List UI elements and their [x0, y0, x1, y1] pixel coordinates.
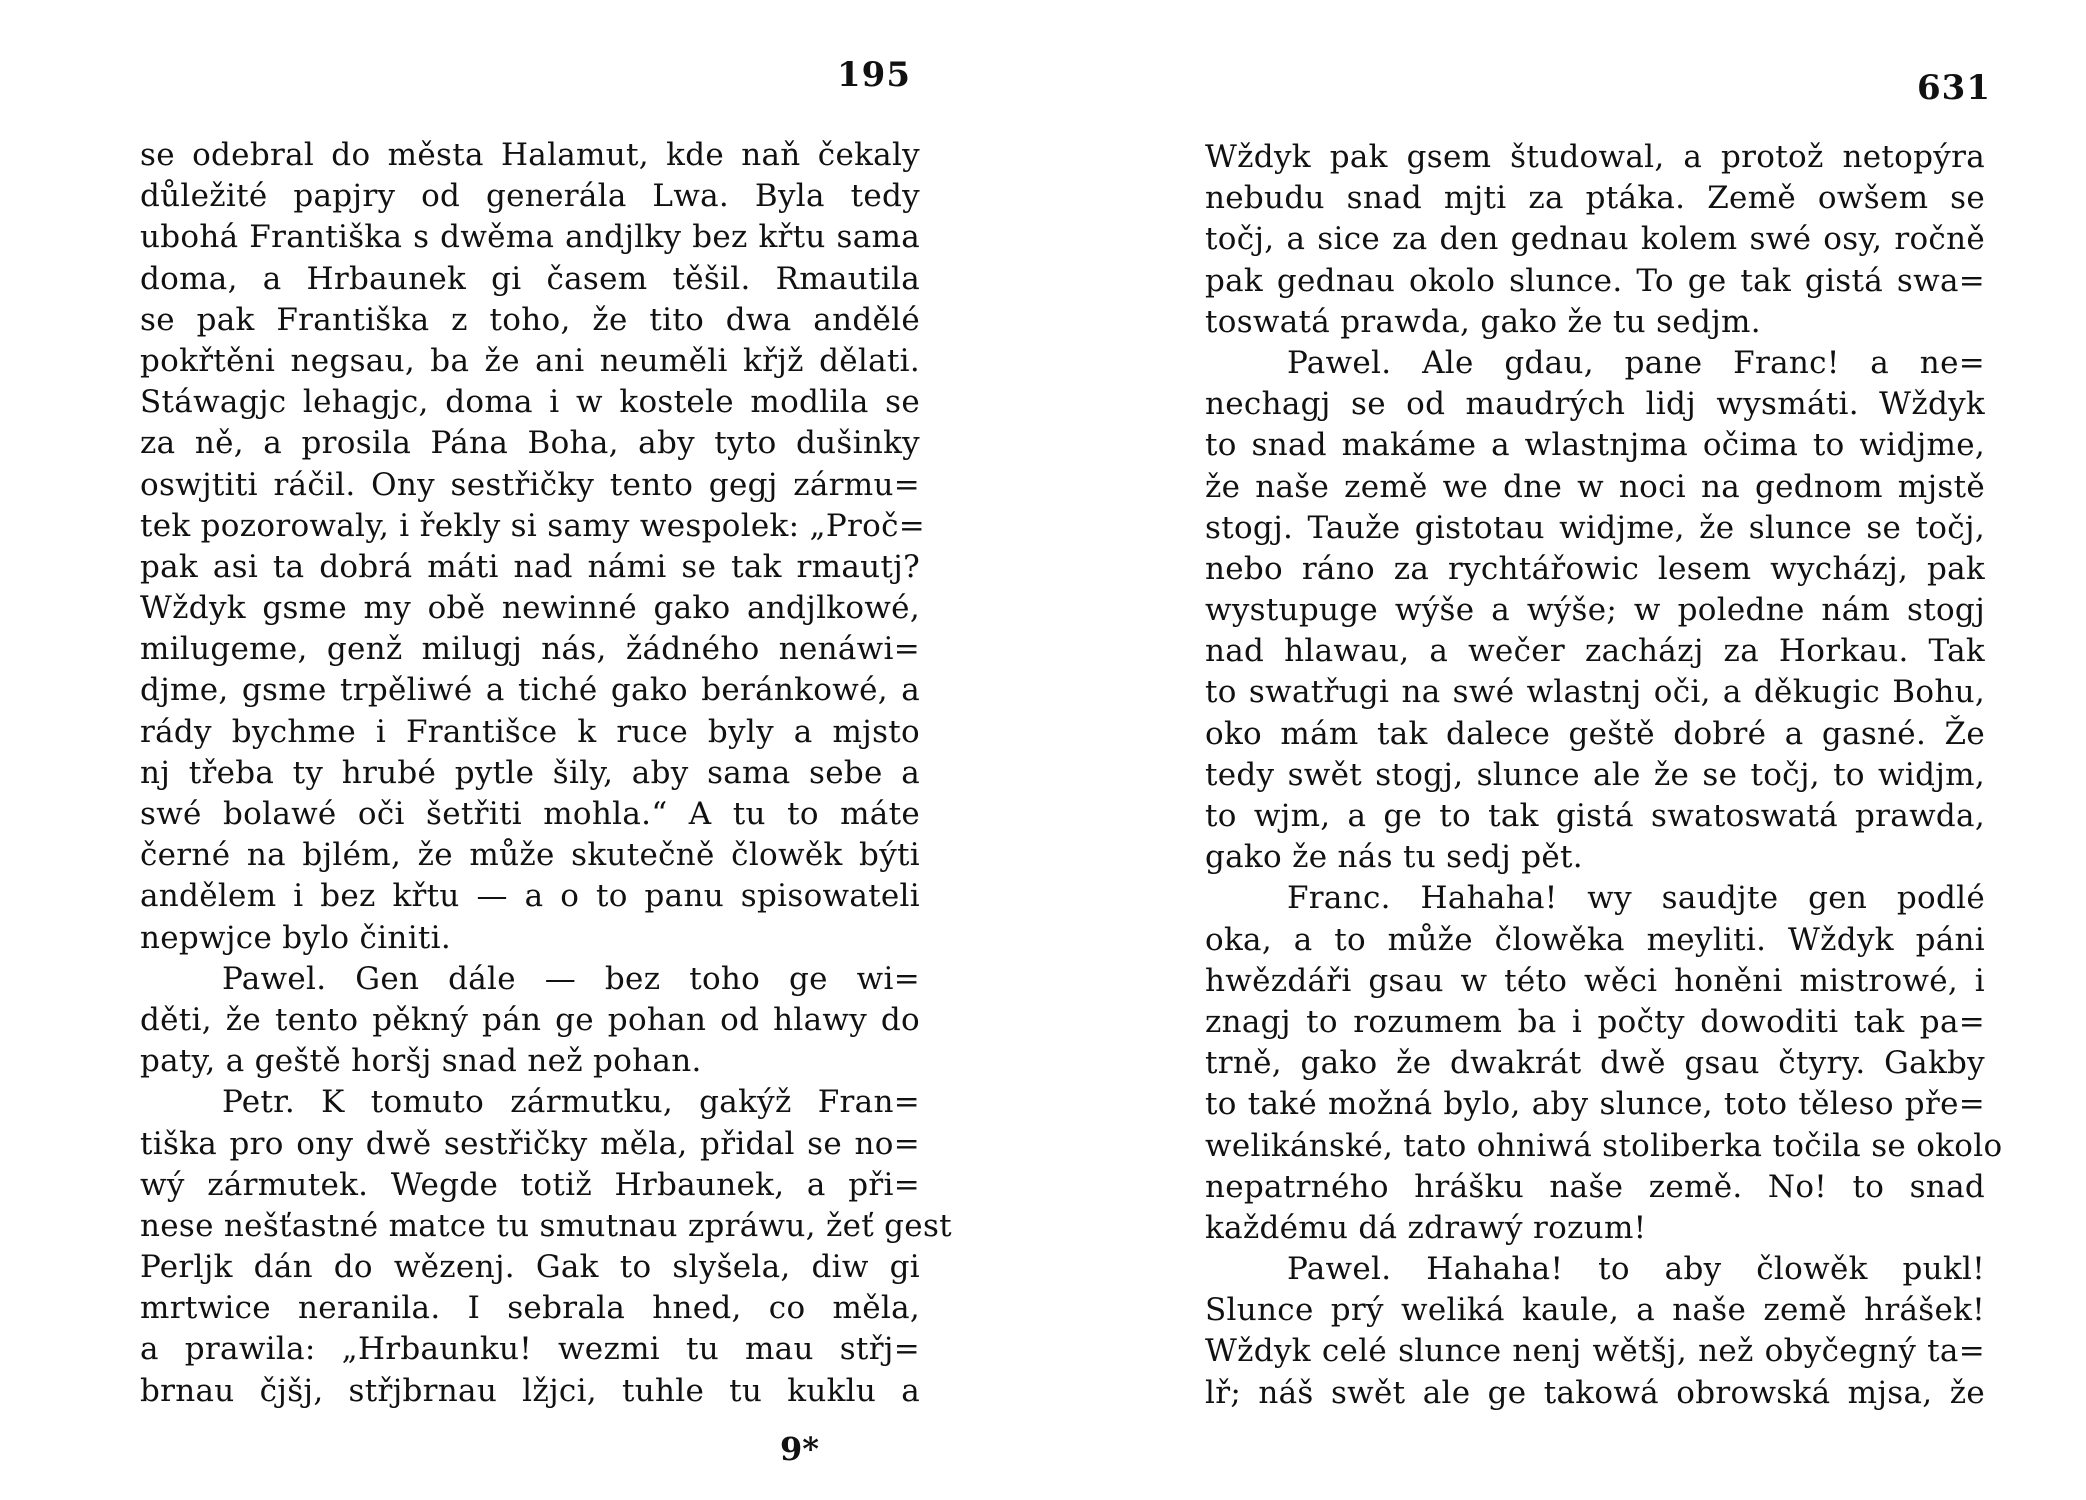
text-line: lř; náš swět ale ge takowá obrowská mjsa, že	[1205, 1374, 1985, 1411]
text-line: oka, a to může člowěka meyliti. Wždyk páni	[1205, 921, 1985, 958]
page-number: 631	[1917, 68, 1991, 108]
text-line: gako že nás tu sedj pět.	[1205, 839, 1583, 876]
text-line: Perljk dán do wězenj. Gak to slyšela, diw gi	[140, 1249, 920, 1286]
text-line: oko mám tak dalece geště dobré a gasné. Že	[1205, 715, 1985, 752]
page-text	[1205, 137, 2003, 1414]
text-line: každému dá zdrawý rozum!	[1205, 1209, 1647, 1246]
text-line: točj, a sice za den gednau kolem swé osy, ročně	[1205, 221, 1985, 258]
text-line: welikánské, tato ohniwá stoliberka točila se okolo	[1205, 1127, 2003, 1164]
text-line: tedy swět stogj, slunce ale že se točj, to widjm,	[1205, 756, 1985, 793]
text-line: tiška pro ony dwě sestřičky měla, přidal se no=	[140, 1125, 920, 1162]
text-line: Pawel. Gen dále — bez toho ge wi=	[222, 960, 920, 997]
text-line: nese nešťastné matce tu smutnau zpráwu, žeť gest	[140, 1207, 952, 1244]
text-line: to wjm, a ge to tak gistá swatoswatá prawda,	[1205, 798, 1985, 834]
text-line: za ně, a prosila Pána Boha, aby tyto dušinky	[140, 425, 920, 462]
text-line: nepatrného hrášku naše země. No! to snad	[1205, 1168, 1985, 1205]
text-line: tek pozorowaly, i řekly si samy wespolek: „Proč=	[140, 507, 926, 544]
text-line: Pawel. Hahaha! to aby člowěk pukl!	[1287, 1251, 1985, 1288]
text-line: ubohá Františka s dwěma andjlky bez křtu sama	[140, 219, 920, 256]
text-line: doma, a Hrbaunek gi časem těšil. Rmautila	[140, 260, 920, 297]
page-text	[140, 135, 952, 1412]
text-line: trně, gako že dwakrát dwě gsau čtyry. Gakby	[1205, 1045, 1985, 1082]
text-line: Slunce prý weliká kaule, a naše země hrášek!	[1205, 1292, 1985, 1329]
text-line: toswatá prawda, gako že tu sedjm.	[1205, 303, 1761, 340]
text-line: oswjtiti ráčil. Ony sestřičky tento gegj zármu=	[140, 466, 920, 503]
text-line: pak gednau okolo slunce. To ge tak gistá swa=	[1205, 262, 1985, 299]
text-line: swé bolawé oči šetřiti mohla.“ A tu to máte	[140, 796, 920, 832]
text-line: milugeme, genž milugj nás, žádného nenáwi=	[140, 631, 920, 668]
text-line: Franc. Hahaha! wy saudjte gen podlé	[1287, 880, 1985, 917]
text-line: nebo ráno za rychtářowic lesem wycházj, pak	[1205, 550, 1985, 587]
text-line: pokřtěni negsau, ba že ani neuměli křjž dělati.	[140, 342, 920, 379]
text-line: to také možná bylo, aby slunce, toto těleso pře=	[1205, 1086, 1985, 1123]
text-line: nepwjce bylo činiti.	[140, 919, 452, 956]
text-line: wý zármutek. Wegde totiž Hrbaunek, a při=	[140, 1166, 920, 1203]
text-line: znagj to rozumem ba i počty dowoditi tak pa=	[1205, 1003, 1985, 1040]
text-line: pak asi ta dobrá máti nad námi se tak rmautj?	[140, 548, 920, 585]
text-line: děti, že tento pěkný pán ge pohan od hlawy do	[140, 1001, 920, 1038]
text-line: Stáwagjc lehagjc, doma i w kostele modlila se	[140, 384, 920, 421]
text-line: stogj. Tauže gistotau widjme, že slunce se točj,	[1205, 509, 1985, 546]
text-line: důležité papjry od generála Lwa. Byla tedy	[140, 178, 920, 215]
text-line: brnau čjšj, střjbrnau lžjci, tuhle tu kuklu a	[140, 1372, 920, 1409]
text-line: nebudu snad mjti za ptáka. Země owšem se	[1205, 180, 1985, 217]
text-line: paty, a geště horšj snad než pohan.	[140, 1043, 702, 1080]
text-line: černé na bjlém, že může skutečně člowěk býti	[140, 837, 920, 874]
text-line: andělem i bez křtu — a o to panu spisowateli	[140, 878, 920, 915]
text-line: to swatřugi na swé wlastnj oči, a děkugic Bohu,	[1205, 674, 1985, 711]
text-line: to snad makáme a wlastnjma očima to widjme,	[1205, 427, 1985, 464]
text-line: se pak Františka z toho, že tito dwa andělé	[140, 301, 920, 338]
page-number: 195	[837, 55, 911, 95]
text-line: rády bychme i Františce k ruce byly a mjsto	[140, 713, 920, 750]
text-line: Wždyk celé slunce nenj wětšj, než obyčegný ta=	[1205, 1333, 1985, 1370]
text-line: djme, gsme trpěliwé a tiché gako beránkowé, a	[140, 672, 920, 709]
signature-mark: 9*	[780, 1430, 819, 1468]
text-line: wystupuge wýše a wýše; w poledne nám stogj	[1205, 592, 1985, 629]
text-line: Pawel. Ale gdau, pane Franc! a ne=	[1287, 344, 1985, 381]
text-line: nj třeba ty hrubé pytle šily, aby sama sebe a	[140, 754, 920, 791]
text-line: nad hlawau, a wečer zacházj za Horkau. Tak	[1205, 633, 1985, 670]
text-line: nechagj se od maudrých lidj wysmáti. Wždyk	[1205, 386, 1985, 423]
text-line: Petr. K tomuto zármutku, gakýž Fran=	[222, 1084, 920, 1121]
text-line: hwězdáři gsau w této wěci honěni mistrowé, i	[1205, 962, 1985, 999]
text-line: mrtwice neranila. I sebrala hned, co měla,	[140, 1290, 920, 1327]
text-line: Wždyk pak gsem študowal, a protož netopýra	[1205, 139, 1985, 175]
text-line: a prawila: „Hrbaunku! wezmi tu mau střj=	[140, 1331, 920, 1368]
text-line: že naše země we dne w noci na gednom mjstě	[1205, 468, 1985, 505]
text-line: Wždyk gsme my obě newinné gako andjlkowé,	[140, 590, 920, 627]
text-line: se odebral do města Halamut, kde naň čekaly	[140, 137, 920, 173]
